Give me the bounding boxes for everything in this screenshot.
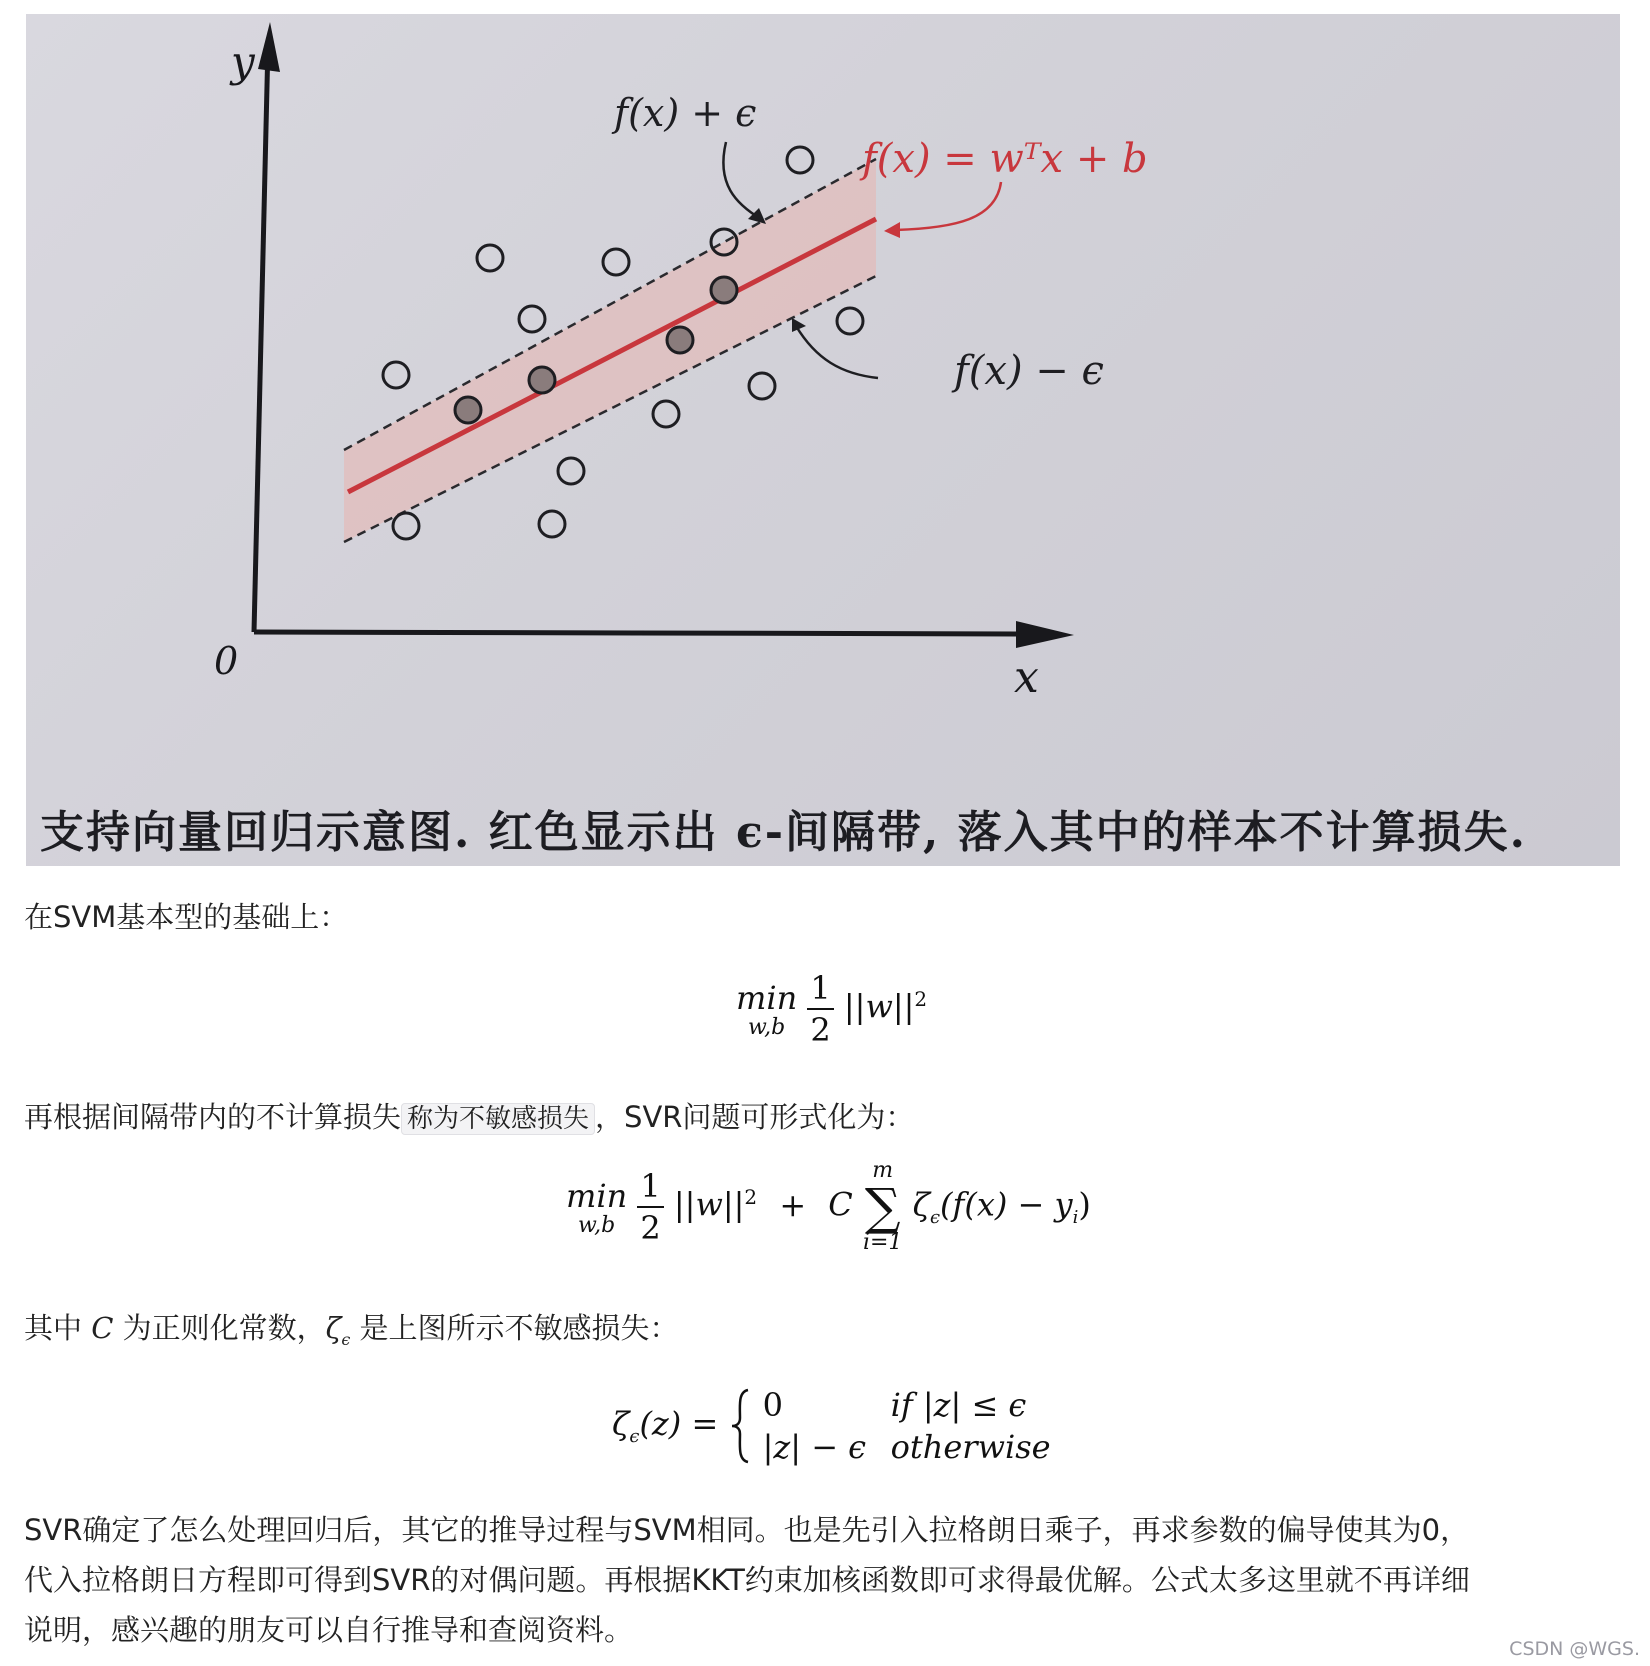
- data-point: [837, 308, 863, 334]
- upper-label-arrowhead: [748, 208, 766, 224]
- y-axis: [254, 44, 268, 632]
- data-point: [603, 249, 629, 275]
- summation: m ∑ i=1: [862, 1158, 903, 1255]
- exponent: 2: [914, 986, 928, 1011]
- x-axis-label: x: [1014, 652, 1039, 703]
- watermark: CSDN @WGS.: [1509, 1638, 1640, 1660]
- where-text-3: 是上图所示不敏感损失：: [350, 1311, 679, 1345]
- epsilon-subscript: ϵ: [629, 1425, 640, 1447]
- constant-c: C: [91, 1311, 114, 1345]
- close-paren: ): [1078, 1185, 1091, 1224]
- data-point: [667, 327, 693, 353]
- conclusion-line: 说明，感兴趣的朋友可以自行推导和查阅资料。: [24, 1613, 634, 1647]
- model-label-arrow: [896, 182, 1001, 230]
- intro-text: 在SVM基本型的基础上：: [24, 900, 349, 934]
- data-point: [455, 397, 481, 423]
- y-axis-label: y: [231, 37, 255, 86]
- zeta-inline: ζ: [325, 1311, 342, 1345]
- inline-code-tag: 称为不敏感损失: [401, 1103, 595, 1135]
- data-point: [519, 306, 545, 332]
- data-point: [477, 245, 503, 271]
- upper-band-label: f(x) + ϵ: [614, 91, 757, 135]
- epsilon-band: [344, 159, 876, 542]
- lower-band-label: f(x) − ϵ: [954, 348, 1104, 394]
- data-point: [529, 367, 555, 393]
- data-point: [711, 277, 737, 303]
- where-text: 其中: [24, 1311, 92, 1345]
- y-axis-arrow: [258, 22, 280, 72]
- epsilon-inline: ϵ: [341, 1329, 351, 1349]
- case-row-1: 0 if |z| ≤ ϵ: [762, 1386, 1027, 1424]
- data-point: [749, 373, 775, 399]
- zeta-symbol: ζ: [912, 1185, 930, 1224]
- zeta-symbol: ζ: [612, 1404, 630, 1443]
- svr-figure: [26, 14, 1620, 866]
- data-point: [393, 513, 419, 539]
- equation-insensitive-loss: [612, 1384, 1051, 1468]
- where-text-2: 为正则化常数，: [113, 1311, 326, 1345]
- model-label-arrowhead: [884, 222, 900, 238]
- case-row-2: |z| − ϵ otherwise: [762, 1428, 1051, 1466]
- equation-svm-objective: [736, 968, 927, 1050]
- upper-label-arrow: [723, 142, 761, 219]
- model-label: f(x) = wᵀx + b: [862, 136, 1148, 182]
- equation-svr-objective: [566, 1160, 1091, 1254]
- exponent: 2: [744, 1184, 758, 1209]
- regularization-constant: C: [828, 1185, 853, 1224]
- data-point: [383, 362, 409, 388]
- lower-label-arrow: [796, 326, 878, 378]
- origin-label: 0: [214, 639, 239, 683]
- norm-term: ||w||: [843, 987, 915, 1026]
- data-point: [539, 511, 565, 537]
- fraction: $\frac{1}{2}$: [637, 1166, 663, 1248]
- min-operator: min w,b: [736, 979, 798, 1040]
- data-point: [558, 458, 584, 484]
- regression-line: [348, 219, 876, 492]
- plus-sign: +: [779, 1185, 807, 1224]
- min-operator: min w,b: [566, 1177, 628, 1238]
- fraction: $\frac{1}{2}$: [807, 968, 833, 1050]
- paragraph-where: [24, 1303, 679, 1365]
- index-subscript: i: [1072, 1206, 1079, 1228]
- figure-caption: 支持向量回归示意图. 红色显示出 ϵ-间隔带, 落入其中的样本不计算损失.: [40, 807, 1527, 858]
- loss-argument: (f(x) − y: [940, 1185, 1073, 1224]
- conclusion-line: SVR确定了怎么处理回归后，其它的推导过程与SVM相同。也是先引入拉格朗日乘子，再求参数的偏导使其为0，: [24, 1513, 1470, 1547]
- x-axis-arrow: [1016, 621, 1074, 648]
- paragraph-conclusion: [24, 1505, 1470, 1655]
- lhs-argument: (z) =: [639, 1404, 719, 1443]
- left-brace: [728, 1386, 752, 1466]
- cases: [763, 1384, 1051, 1468]
- data-point: [653, 401, 679, 427]
- norm-term: ||w||: [673, 1185, 745, 1224]
- svr-text-after: ，SVR问题可形式化为：: [595, 1100, 915, 1134]
- paragraph-svr: [24, 1092, 914, 1144]
- x-axis: [254, 632, 1036, 634]
- svr-diagram: [26, 14, 1620, 866]
- data-point: [787, 147, 813, 173]
- paragraph-intro: [24, 892, 348, 942]
- svr-text-before: 再根据间隔带内的不计算损失: [24, 1100, 402, 1134]
- epsilon-subscript: ϵ: [929, 1206, 941, 1228]
- conclusion-line: 代入拉格朗日方程即可得到SVR的对偶问题。再根据KKT约束加核函数即可求得最优解。公式太多这里就不再详细: [24, 1563, 1470, 1597]
